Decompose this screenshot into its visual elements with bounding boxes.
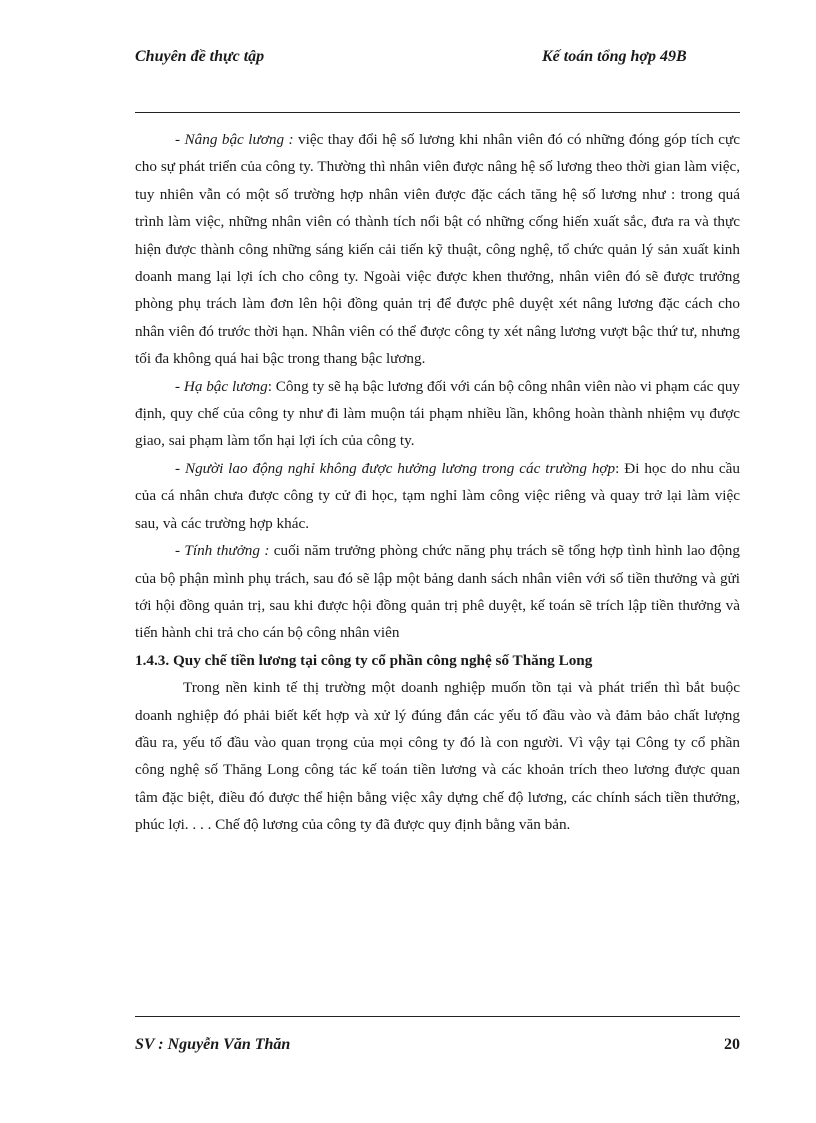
section-heading: 1.4.3. Quy chế tiền lương tại công ty cổ phần công nghệ số Thăng Long bbox=[135, 651, 593, 669]
term-label: - Nâng bậc lương : bbox=[175, 131, 294, 148]
paragraph-nghi-khong-luong bbox=[135, 455, 740, 537]
term-label: - Người lao động nghỉ không được hưởng lương trong các trường hợp bbox=[175, 459, 616, 477]
header-left-title: Chuyên đề thực tập bbox=[135, 48, 265, 65]
paragraph-text: : Công ty sẽ hạ bậc lương đối với cán bộ công nhân viên nào vi phạm các quy định, quy chế của công ty như đi làm muộn tái phạm nhiều lần, không hoàn thành nhiệm vụ được giao, sai phạm làm tổn hại lợi ích của công ty. bbox=[135, 377, 741, 450]
paragraph-nang-bac-luong bbox=[135, 126, 740, 373]
header-right-title: Kế toán tổng hợp 49B bbox=[542, 48, 687, 65]
term-label: - Tính thưởng : bbox=[175, 542, 270, 560]
page-footer bbox=[135, 1036, 740, 1060]
page-body bbox=[135, 126, 740, 839]
student-name: SV : Nguyễn Văn Thăn bbox=[135, 1036, 291, 1053]
section-body-paragraph: Trong nền kinh tế thị trường một doanh nghiệp muốn tồn tại và phát triển thì bắt buộc doanh nghiệp đó phải biết kết hợp và xử lý đúng đắn các yếu tố đầu vào và đảm bảo chất lượng đầu ra, yếu tố đầu vào quan trọng của mọi công ty đó là con người. Vì vậy tại Công ty cổ phần công nghệ số Thăng Long công tác kế toán tiền lương và các khoản trích theo lương được quan tâm đặc biệt, điều đó được thể hiện bằng việc xây dựng chế độ lương, các chính sách tiền thưởng, phúc lợi. . . . Chế độ lương của công ty đã được quy định bằng văn bản. bbox=[135, 679, 740, 834]
paragraph-tinh-thuong bbox=[135, 537, 740, 647]
page-number: 20 bbox=[724, 1036, 740, 1053]
term-label: - Hạ bậc lương bbox=[175, 377, 268, 395]
paragraph-text: việc thay đổi hệ số lương khi nhân viên đó có những đóng góp tích cực cho sự phát triển của công ty. Thường thì nhân viên được nâng hệ số lương theo thời gian làm việc, tuy nhiên vẫn có một số trường hợp nhân viên được đặc cách tăng hệ số lương như : trong quá trình làm việc, những nhân viên có thành tích nổi bật có những cống hiến xuất sắc, đưa ra và thực hiện được thành công những sáng kiến cải tiến kỹ thuật, công nghệ, tổ chức quản lý sản xuất kinh doanh mang lại lợi ích cho công ty. Ngoài việc được khen thưởng, nhân viên đó sẽ được trưởng phòng phụ trách làm đơn lên hội đồng quản trị để được phê duyệt xét nâng lương đặc cách cho nhân viên đó trước thời hạn. Nhân viên có thể được công ty xét nâng lương vượt bậc thứ tư, nhưng tối đa không quá hai bậc trong thang bậc lương. bbox=[135, 131, 740, 368]
paragraph-text: : Đi học do nhu cầu của cá nhân chưa được công ty cử đi học, tạm nghỉ làm công việc riêng và quay trở lại làm việc sau, và các trường hợp khác. bbox=[135, 459, 740, 532]
header-divider bbox=[135, 112, 740, 113]
paragraph-text: cuối năm trưởng phòng chức năng phụ trách sẽ tổng hợp tình hình lao động của bộ phận mình phụ trách, sau đó sẽ lập một bảng danh sách nhân viên với số tiền thưởng và gửi tới hội đồng quản trị, sau khi được hội đồng quản trị phê duyệt, kế toán sẽ trích lập tiền thưởng và tiến hành chi trả cho cán bộ công nhân viên bbox=[135, 542, 740, 642]
paragraph-ha-bac-luong bbox=[135, 373, 740, 455]
footer-divider bbox=[135, 1016, 740, 1017]
page-header bbox=[135, 48, 740, 72]
